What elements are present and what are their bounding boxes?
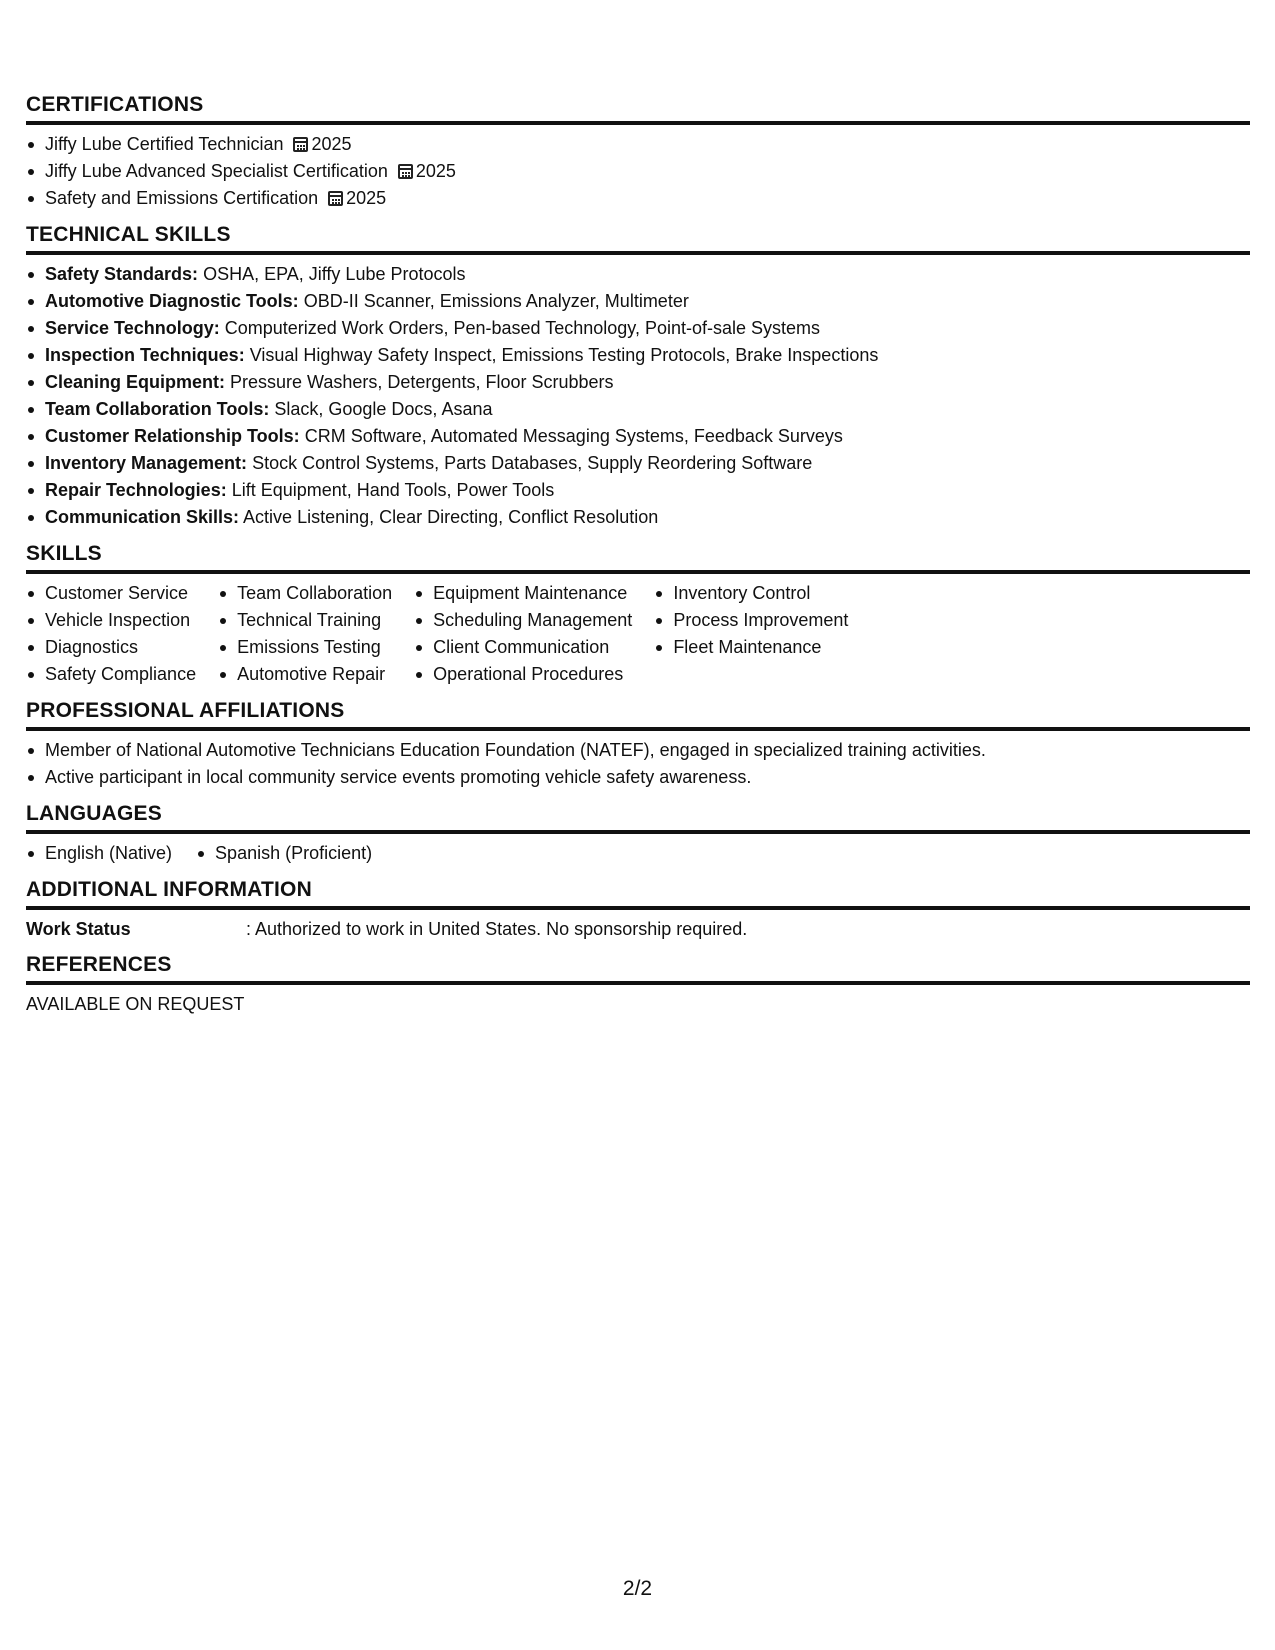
list-item — [26, 158, 1250, 185]
languages-column — [26, 840, 172, 867]
section-title-affiliations: PROFESSIONAL AFFILIATIONS — [26, 698, 1250, 731]
list-item — [26, 504, 1250, 531]
certifications-list — [26, 131, 1250, 212]
references-section — [26, 952, 1250, 1017]
certification-name: Jiffy Lube Advanced Specialist Certification — [45, 161, 388, 181]
list-item: Automotive Repair — [218, 661, 392, 688]
calendar-icon — [398, 164, 413, 179]
affiliations-list — [26, 737, 1250, 791]
languages-row — [26, 840, 1250, 867]
skill-details: Lift Equipment, Hand Tools, Power Tools — [231, 480, 555, 500]
list-item: Spanish (Proficient) — [196, 840, 372, 867]
additional-info-section — [26, 877, 1250, 942]
skill-category: Service Technology: — [45, 318, 220, 338]
list-item: Client Communication — [414, 634, 632, 661]
list-item — [26, 342, 1250, 369]
calendar-icon — [328, 191, 343, 206]
work-status-label: Work Status — [26, 919, 131, 939]
references-text: AVAILABLE ON REQUEST — [26, 994, 245, 1014]
skills-columns — [26, 580, 1250, 688]
skill-details: OBD-II Scanner, Emissions Analyzer, Multimeter — [303, 291, 689, 311]
skill-details: Visual Highway Safety Inspect, Emissions Testing Protocols, Brake Inspections — [249, 345, 879, 365]
work-status-value: : Authorized to work in United States. No sponsorship required. — [246, 919, 748, 939]
list-item: Vehicle Inspection — [26, 607, 196, 634]
list-item: Member of National Automotive Technicians Education Foundation (NATEF), engaged in specialized training activities. — [26, 737, 1250, 764]
certification-year: 2025 — [346, 188, 387, 208]
certification-year: 2025 — [311, 134, 352, 154]
section-title-references: REFERENCES — [26, 952, 1250, 985]
skill-category: Repair Technologies: — [45, 480, 227, 500]
skills-column — [26, 580, 196, 688]
list-item: Scheduling Management — [414, 607, 632, 634]
list-item: Process Improvement — [654, 607, 848, 634]
certification-year: 2025 — [415, 161, 456, 181]
skill-category: Customer Relationship Tools: — [45, 426, 300, 446]
skills-section — [26, 541, 1250, 688]
skill-category: Inventory Management: — [45, 453, 248, 473]
languages-section — [26, 801, 1250, 867]
list-item: Active participant in local community service events promoting vehicle safety awareness. — [26, 764, 1250, 791]
skill-details: OSHA, EPA, Jiffy Lube Protocols — [203, 264, 466, 284]
section-title-skills: SKILLS — [26, 541, 1250, 574]
technical-skills-section — [26, 222, 1250, 531]
work-status-row — [26, 916, 1250, 942]
certification-name: Jiffy Lube Certified Technician — [45, 134, 284, 154]
affiliations-section — [26, 698, 1250, 791]
technical-skills-list — [26, 261, 1250, 531]
skills-column — [218, 580, 392, 688]
skill-category: Safety Standards: — [45, 264, 199, 284]
list-item: Diagnostics — [26, 634, 196, 661]
resume-page — [26, 92, 1250, 1027]
list-item — [26, 396, 1250, 423]
list-item — [26, 315, 1250, 342]
skill-category: Cleaning Equipment: — [45, 372, 225, 392]
list-item: Team Collaboration — [218, 580, 392, 607]
section-title-languages: LANGUAGES — [26, 801, 1250, 834]
list-item — [26, 477, 1250, 504]
skill-category: Team Collaboration Tools: — [45, 399, 270, 419]
list-item — [26, 288, 1250, 315]
list-item: Emissions Testing — [218, 634, 392, 661]
skill-details: CRM Software, Automated Messaging Systems, Feedback Surveys — [304, 426, 843, 446]
skill-category: Automotive Diagnostic Tools: — [45, 291, 299, 311]
languages-column — [196, 840, 372, 867]
list-item — [26, 369, 1250, 396]
skills-column — [414, 580, 632, 688]
list-item: Inventory Control — [654, 580, 848, 607]
list-item: Fleet Maintenance — [654, 634, 848, 661]
list-item — [26, 450, 1250, 477]
list-item: Safety Compliance — [26, 661, 196, 688]
certification-name: Safety and Emissions Certification — [45, 188, 319, 208]
section-title-technical-skills: TECHNICAL SKILLS — [26, 222, 1250, 255]
list-item — [26, 185, 1250, 212]
skill-details: Stock Control Systems, Parts Databases, Supply Reordering Software — [252, 453, 813, 473]
section-title-certifications: CERTIFICATIONS — [26, 92, 1250, 125]
list-item: Operational Procedures — [414, 661, 632, 688]
skill-details: Pressure Washers, Detergents, Floor Scrubbers — [230, 372, 614, 392]
skill-category: Communication Skills: — [45, 507, 240, 527]
calendar-icon — [293, 137, 308, 152]
certifications-section — [26, 92, 1250, 212]
section-title-additional-info: ADDITIONAL INFORMATION — [26, 877, 1250, 910]
list-item: Equipment Maintenance — [414, 580, 632, 607]
skill-category: Inspection Techniques: — [45, 345, 245, 365]
list-item: Technical Training — [218, 607, 392, 634]
page-number: 2/2 — [622, 1577, 653, 1600]
skill-details: Slack, Google Docs, Asana — [274, 399, 493, 419]
list-item — [26, 423, 1250, 450]
list-item: English (Native) — [26, 840, 172, 867]
list-item: Customer Service — [26, 580, 196, 607]
list-item — [26, 261, 1250, 288]
list-item — [26, 131, 1250, 158]
skills-column — [654, 580, 848, 688]
skill-details: Computerized Work Orders, Pen-based Technology, Point-of-sale Systems — [224, 318, 820, 338]
skill-details: Active Listening, Clear Directing, Conflict Resolution — [243, 507, 659, 527]
